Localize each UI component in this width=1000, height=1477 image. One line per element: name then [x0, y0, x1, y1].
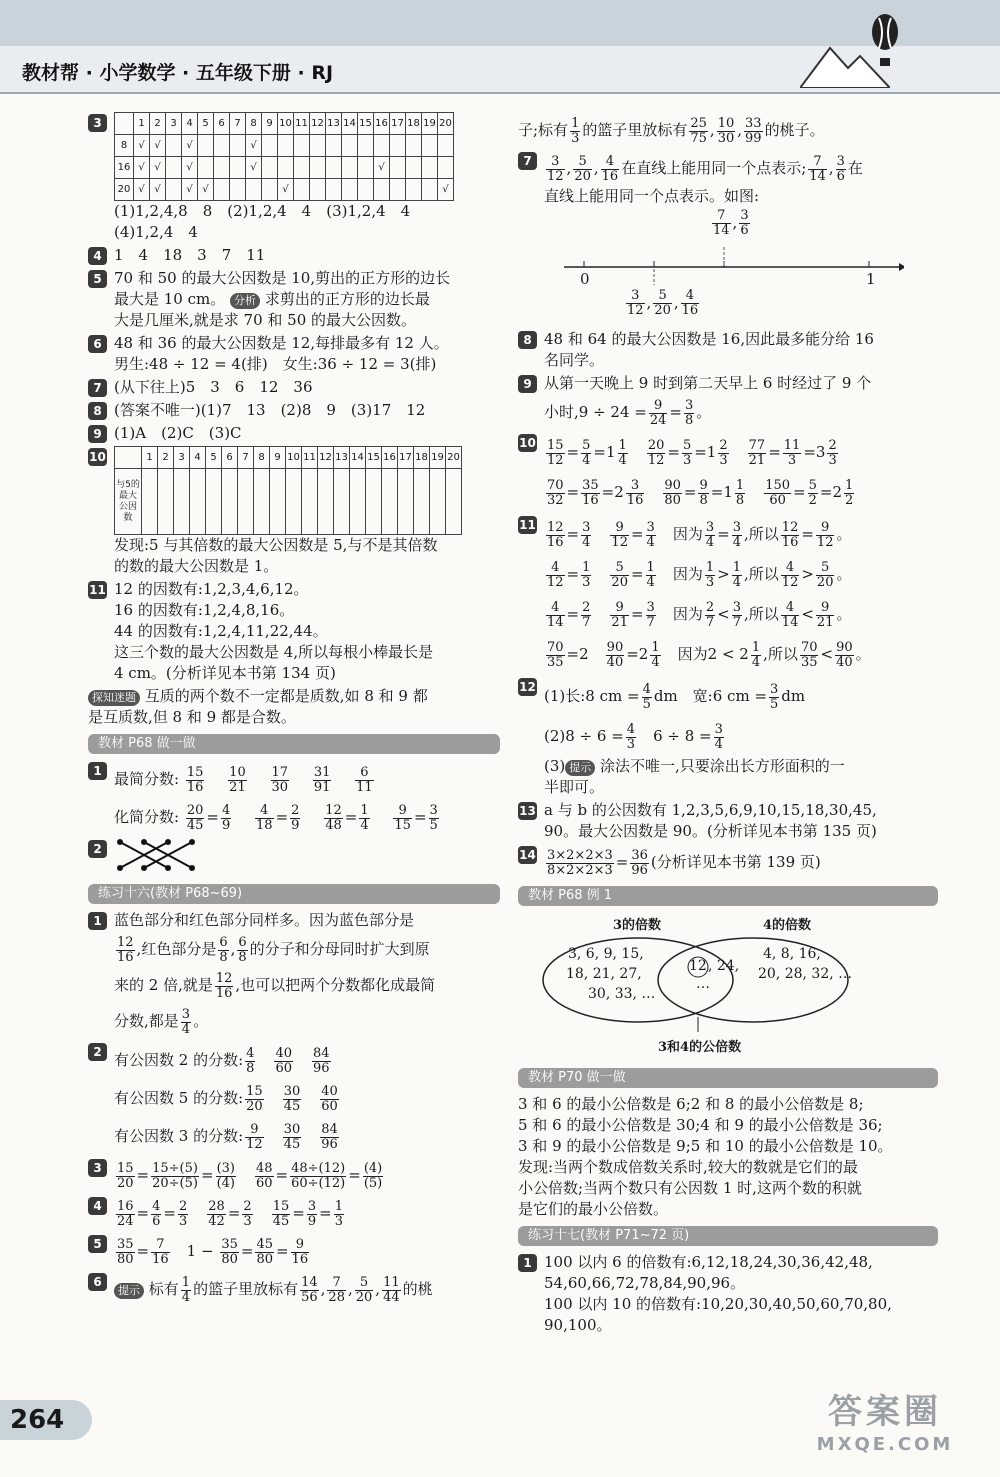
- r-question-13: 13 a 与 b 的公因数有 1,2,3,5,6,9,10,15,18,30,45, 90。最大公因数是 90。(分析详见本书第 135 页): [519, 801, 877, 840]
- s1-question-2: 2: [88, 838, 500, 878]
- s2-question-4: 4 $\frac{16}{24}$ = $\frac{4}{6}$ = $\frac{2}{3}$ $\frac{28}{42}$ = $\frac{2}{3}$ $\frac{15}{45}$ = $\frac{3}{9}$ = $\frac{1}{3}$: [88, 1195, 500, 1231]
- s2-question-1: 1 蓝色部分和红色部分同样多。因为蓝色部分是 $\frac{12}{16}$ ,红色部分是 $\frac{6}{8}$ , $\frac{6}{8}$ 的分子和分母同时扩大到原 来的 2 倍,就是 $\frac{12}{16}$ ,也可以把两个分数都化成最简 分数,都是 $\frac{3}{4}$ 。: [88, 910, 500, 1039]
- page-number: 264: [0, 1400, 92, 1440]
- r-question-10: 10 $\frac{15}{12}$ = $\frac{5}{4}$ =1 $\frac{1}{4}$ $\frac{20}{12}$ = $\frac{5}{3}$ =1 $\frac{2}{3}$ $\frac{77}{21}$ = $\frac{11}{3}$ =3 $\frac{2}{3}$ $\frac{70}{32}$ = $\frac{35}{16}$ =2 $\frac{3}{16}$ $\frac{90}{80}$ = $\frac{9}{8}$ =1 $\frac{1}{8}$ $\frac{150}{60}$ = $\frac{5}{2}$ =2 $\frac{1}{2}$: [519, 436, 854, 508]
- r-question-11: 11 $\frac{12}{16}$ = $\frac{3}{4}$ $\frac{9}{12}$ = $\frac{3}{4}$ 因为 $\frac{3}{4}$ = $\frac{3}{4}$ ,所以 $\frac{12}{16}$ = $\frac{9}{12}$ 。 $\frac{4}{12}$ = $\frac{1}{3}$ $\frac{5}{20}$ = $\frac{1}{4}$ 因为 $\frac{1}{3}$ > $\frac{1}{4}$ ,所以 $\frac{4}{12}$ > $\frac{5}{20}$ 。 $\frac{4}{14}$ = $\frac{2}{7}$ $\frac{9}{21}$ = $\frac{3}{7}$ 因为 $\frac{2}{7}$ < $\frac{3}{7}$ ,所以 $\frac{4}{14}$ < $\frac{9}{21}$ 。 $\frac{70}{35}$ =2 $\frac{90}{40}$ =2 $\frac{1}{4}$ 因为2 < 2 $\frac{1}{4}$ ,所以 $\frac{70}{35}$ < $\frac{90}{40}$ 。: [519, 518, 871, 670]
- balloon-icon: [870, 12, 900, 72]
- s2-question-5: 5 $\frac{35}{80}$ = $\frac{7}{16}$ 1 − $\frac{35}{80}$ = $\frac{45}{80}$ = $\frac{9}{16}$: [88, 1233, 500, 1269]
- watermark-logo: 答案圈 MXQE.COM: [816, 1392, 954, 1455]
- s2-question-3: 3 $\frac{15}{20}$ = $\frac{15\div(5)}{20\div(5)}$ = $\frac{(3)}{(4)}$ $\frac{48}{60}$ = $\frac{48\div(12)}{60\div(12)}$ = $\frac{(4)}{(5)}$: [88, 1157, 500, 1193]
- question-10: 10 1 2 3 4 5 6 7 8 9 10 11 12 13 14 15 16 17 18 19 20 与5的最大公因数 发现:5 与其倍数的最大公因数是 5,与不是其倍数 的数的最大公因数是 1。: [88, 446, 500, 577]
- left-column: [88, 112, 500, 1309]
- s2-question-2: 2 有公因数 2 的分数: $\frac{4}{8}$ $\frac{40}{60}$ $\frac{84}{96}$ 有公因数 5 的分数: $\frac{15}{20}$ $\frac{30}{45}$ $\frac{40}{60}$ 有公因数 3 的分数: $\frac{9}{12}$ $\frac{30}{45}$ $\frac{84}{96}$: [88, 1041, 500, 1155]
- r-question-12: 12 (1)长:8 cm = $\frac{4}{5}$ dm 宽:6 cm = $\frac{3}{5}$ dm (2)8 ÷ 6 = $\frac{4}{3}$ 6 ÷ 8 = $\frac{3}{4}$ (3) 提示 涂法不唯一,只要涂出长方形面积的一 半即可。: [519, 680, 845, 796]
- section-header: 教材 P68 做一做: [88, 734, 500, 754]
- question-6: 6 48 和 36 的最大公因数是 12,每排最多有 12 人。 男生:48 ÷ 12 = 4(排) 女生:36 ÷ 12 = 3(排): [88, 333, 500, 375]
- r-question-9: 9 从第一天晚上 9 时到第二天早上 6 时经过了 9 个 小时,9 ÷ 24 = $\frac{9}{24}$ = $\frac{3}{8}$ 。: [518, 373, 938, 430]
- label-one: 1: [866, 270, 876, 288]
- r-question-14: 14 $\frac{3\times 2\times 2\times 3}{8\times 2\times 2\times 3}$ = $\frac{36}{96}$ (分析详见本书第 139 页): [519, 847, 821, 878]
- question-11: 11 12 的因数有:1,2,3,4,6,12。 16 的因数有:1,2,4,8,16。 44 的因数有:1,2,4,11,22,44。 这三个数的最大公因数是 4,所以每根小棒最长是 4 cm。(分析详见本书第 134 页): [89, 580, 434, 682]
- matching-lines: [114, 838, 204, 872]
- section-header: 教材 P68 例 1: [518, 886, 938, 906]
- continued-text: 子;标有 $\frac{1}{3}$ 的篮子里放标有 $\frac{25}{75}$ , $\frac{10}{30}$ , $\frac{33}{99}$ 的桃子。: [518, 115, 825, 146]
- question-3: 3 1 2 3 4 5 6 7 8 9 10 11 12 13 14 15 16 17 18 19 20 8 √ √ √ √ 16 √ √ √ √ √ 20 √ √ √ √ √ √ (1)1,2,4,8 8 (2)1,2,4 4 (3)1,2,4 4 (4)1,2,4 4: [88, 112, 500, 243]
- question-number: 3: [88, 114, 107, 132]
- venn-diagram: 3的倍数 4的倍数 3, 6, 9, 15, 18, 21, 27, 30, 33, … 12 , 24, … 4, 8, 16, 20, 28, 32, … 3和4的公倍数: [518, 912, 938, 1062]
- section-header: 教材 P70 做一做: [518, 1068, 938, 1088]
- section-header: 练习十六(教材 P68~69): [88, 884, 500, 904]
- question-8: 8 (答案不唯一)(1)7 13 (2)8 9 (3)17 12: [88, 400, 500, 421]
- number-line: 0 1 $\frac{7}{14}$ , $\frac{3}{6}$ $\frac{3}{12}$ , $\frac{5}{20}$ , $\frac{4}{16}$: [544, 207, 938, 327]
- r-question-7: 7 $\frac{3}{12}$ , $\frac{5}{20}$ , $\frac{4}{16}$ 在直线上能用同一个点表示; $\frac{7}{14}$ , $\frac{3}{6}$ 在 直线上能用同一个点表示。如图: 0 1 $\frac{7}{14}$ , $\frac{3}{6}$ $\frac{3}{12}$ , $\frac{5}{20}$ , $\frac{4}{16}$: [518, 150, 938, 327]
- question-4: 4 1 4 18 3 7 11: [88, 245, 500, 266]
- label-zero: 0: [580, 270, 590, 288]
- s2-question-6: 6 提示 标有 $\frac{1}{4}$ 的篮子里放标有 $\frac{14}{56}$ , $\frac{7}{28}$ , $\frac{5}{20}$ , $\frac{11}{44}$ 的桃: [88, 1271, 500, 1307]
- page-header: [0, 0, 1000, 94]
- analysis-tag: 分析: [230, 293, 260, 309]
- explore-tag: 探知迷题: [88, 690, 140, 706]
- s1-question-1: 1 最简分数: $\frac{15}{16}$ $\frac{10}{21}$ $\frac{17}{30}$ $\frac{31}{91}$ $\frac{6}{11}$ 化简分数: $\frac{20}{45}$ = $\frac{4}{9}$ $\frac{4}{18}$ = $\frac{2}{9}$ $\frac{12}{48}$ = $\frac{1}{4}$ $\frac{9}{15}$ = $\frac{3}{5}$: [88, 760, 500, 836]
- factor-table: 1 2 3 4 5 6 7 8 9 10 11 12 13 14 15 16 17 18 19 20 8 √ √ √ √ 16 √ √ √ √ √ 20 √ √ √ √ √ √: [114, 112, 454, 201]
- header-title: 教材帮 · 小学数学 · 五年级下册 · RJ: [22, 62, 334, 84]
- r-last-question-1: 1 100 以内 6 的倍数有:6,12,18,24,30,36,42,48, 54,60,66,72,78,84,90,96。 100 以内 10 的倍数有:10,20,30,40,50,60,70,80, 90,100。: [518, 1252, 938, 1336]
- section-header: 练习十七(教材 P71~72 页): [518, 1226, 938, 1246]
- r-question-8: 8 48 和 64 的最大公因数是 16,因此最多能分给 16 名同学。: [518, 329, 938, 371]
- question-9: 9 (1)A (2)C (3)C: [88, 423, 500, 444]
- explore-note: 探知迷题 互质的两个数不一定都是质数,如 8 和 9 都 是互质数,但 8 和 9 都是合数。: [88, 687, 428, 726]
- question-5: 5 70 和 50 的最大公因数是 10,剪出的正方形的边长 最大是 10 cm。 分析 求剪出的正方形的边长最 大是几厘米,就是求 70 和 50 的最大公因数。: [88, 268, 500, 331]
- question-7: 7 (从下往上)5 3 6 12 36: [88, 377, 500, 398]
- right-column: 子;标有 $\frac{1}{3}$ 的篮子里放标有 $\frac{25}{75}$ , $\frac{10}{30}$ , $\frac{33}{99}$ 的桃子。 7 $\frac{3}{12}$ , $\frac{5}{20}$ , $\frac{4}{16}$ 在直线上能用同一个点表示; $\frac{7}{14}$ , $\frac{3}{6}$ 在 直线上能用同一个点表示。如图: 0 1 $\frac{7}{14}$ , $\frac{3}{6}$ $\frac{3}{12}$ , $\frac{5}{20}$ , $\frac{4}{16}$ 8 48 和 64 的最大公因数是 16,因此最多能分给 16 名同学。 9 从第一天晚上 9 时到第二天早上 6 时经过了 9 个 小时,9 ÷ 24 = $\frac{9}{24}$ = $\frac{3}{8}$ 。 10 $\frac{15}{12}$ = $\frac{5}{4}$ =1 $\frac{1}{4}$ $\frac{20}{12}$ = $\frac{5}{3}$ =1 $\frac{2}{3}$ $\frac{77}{21}$ = $\frac{11}{3}$ =3 $\frac{2}{3}$ $\frac{70}{32}$ = $\frac{35}{16}$ =2 $\frac{3}{16}$ $\frac{90}{80}$ = $\frac{9}{8}$ =1 $\frac{1}{8}$ $\frac{150}{60}$ = $\frac{5}{2}$ =2 $\frac{1}{2}$ 11 $\frac{12}{16}$ = $\frac{3}{4}$ $\frac{9}{12}$ = $\frac{3}{4}$ 因为 $\frac{3}{4}$ = $\frac{3}{4}$ ,所以 $\frac{12}{16}$ = $\frac{9}{12}$ 。 $\frac{4}{12}$ = $\frac{1}{3}$ $\frac{5}{20}$ = $\frac{1}{4}$ 因为 $\frac{1}{3}$ > $\frac{1}{4}$ ,所以 $\frac{4}{12}$ > $\frac{5}{20}$ 。 $\frac{4}{14}$ = $\frac{2}{7}$ $\frac{9}{21}$ = $\frac{3}{7}$ 因为 $\frac{2}{7}$ < $\frac{3}{7}$ ,所以 $\frac{4}{14}$ < $\frac{9}{21}$ 。 $\frac{70}{35}$ =2 $\frac{90}{40}$ =2 $\frac{1}{4}$ 因为2 < 2 $\frac{1}{4}$ ,所以 $\frac{70}{35}$ < $\frac{90}{40}$ 。 12 (1)长:8 cm = $\frac{4}{5}$ dm 宽:6 cm = $\frac{3}{5}$ dm (2)8 ÷ 6 = $\frac{4}{3}$ 6 ÷ 8 = $\frac{3}{4}$ (3) 提示 涂法不唯一,只要涂出长方形面积的一 半即可。 13 a 与 b 的公因数有 1,2,3,5,6,9,10,15,18,30,45, 90。最大公因数是 90。(分析详见本书第 135 页) 14 $\frac{3\times 2\times 2\times 3}{8\times 2\times 2\times 3}$ = $\frac{36}{96}$ (分析详见本书第 139 页) 教材 P68 例 1 3的倍数 4的倍数 3, 6, 9, 15, 18, 21, 27, 30, 33, … 12 , 24, … 4, 8, 16, 20, 28, 32, … 3和4的公倍数 教材 P70 做一做 3 和 6 的最小公倍数是 6;2 和 8 的最小公倍数是 8; 5 和 6 的最小公倍数是 30;4 和 9 的最小公倍数是 36; 3 和 9 的最小公倍数是 9;5 和 10 的最小公倍数是 10。 发现:当两个数成倍数关系时,较大的数就是它们的最 小公倍数;当两个数只有公因数 1 时,这两个数的积就 是它们的最小公倍数。 练习十七(教材 P71~72 页) 1 100 以内 6 的倍数有:6,12,18,24,30,36,42,48, 54,60,66,72,78,84,90,96。 100 以内 10 的倍数有:10,20,30,40,50,60,70,80, 90,100。: [518, 112, 938, 1338]
- gcd-table: 1 2 3 4 5 6 7 8 9 10 11 12 13 14 15 16 17 18 19 20 与5的最大公因数: [114, 446, 462, 535]
